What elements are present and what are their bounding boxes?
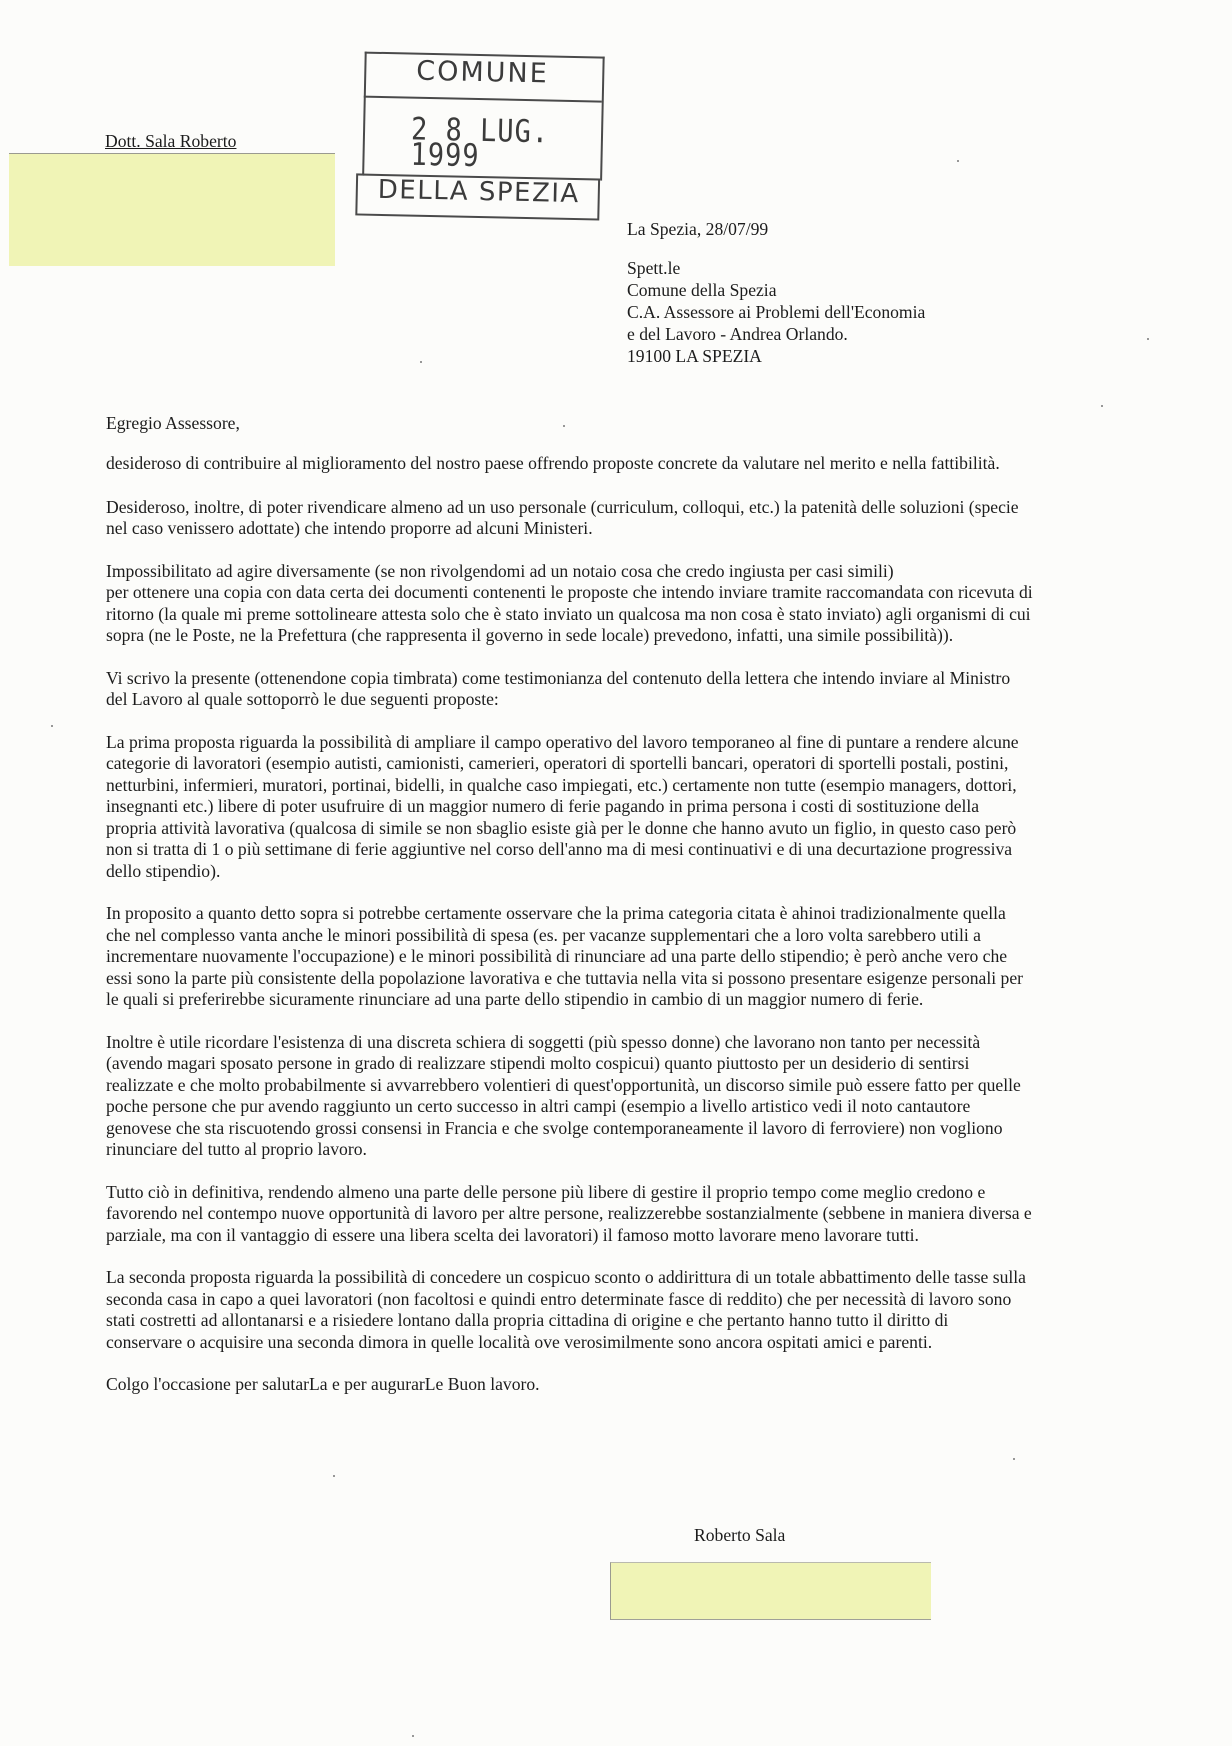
- scan-speck: [420, 361, 422, 363]
- body-line: parziale, ma con il vantaggio di essere una libera scelta dei lavoratori) il famoso motto lavorare meno lavorare tutti.: [106, 1224, 919, 1245]
- recipient-address: [627, 258, 925, 368]
- body-line: Colgo l'occasione per salutarLa e per augurarLe Buon lavoro.: [106, 1374, 540, 1394]
- body-line: incrementare nuovamente l'occupazione) e le minori possibilità di rinunciare ad una parte dello stipendio; è però anche vero che: [106, 946, 1008, 966]
- body-line: Vi scrivo la presente (ottenendone copia timbrata) come testimonianza del contenuto della lettera che intendo inviare al Ministro: [106, 667, 1011, 688]
- scan-speck: [563, 425, 565, 427]
- body-line: che nel complesso vanta anche le minori possibilità di spesa (es. per vacanze supplementari che a loro volta sarebbero utili a: [106, 924, 981, 945]
- body-line: le quali si preferirebbe sicuramente rinunciare ad una parte dello stipendio in cambio di un maggior numero di ferie.: [106, 989, 924, 1009]
- body-paragraph: [106, 453, 1126, 475]
- body-paragraph: [106, 903, 1126, 1011]
- body-line: rinunciare del tutto al proprio lavoro.: [106, 1139, 367, 1159]
- body-line: Tutto ciò in definitiva, rendendo almeno una parte delle persone più libere di gestire il proprio tempo come meglio credono e: [106, 1181, 986, 1202]
- body-line: desideroso di contribuire al miglioramento del nostro paese offrendo proposte concrete da valutare nel merito e nella fattibilità.: [106, 453, 1000, 473]
- body-line: La prima proposta riguarda la possibilità di ampliare il campo operativo del lavoro temporaneo al fine di puntare a rendere alcune: [106, 731, 1019, 752]
- body-line: ritorno (la quale mi preme sottolineare attesta solo che è stato inviato un qualcosa ma non cosa è stato inviato) agli organismi di cui: [106, 603, 1031, 624]
- salutation: Egregio Assessore,: [106, 413, 240, 433]
- body-line: essi sono la parte più consistente della popolazione lavorativa e che tuttavia nella vita si possono presentare esigenze personali per: [106, 967, 1024, 988]
- body-line: conservare o acquisire una seconda dimora in quelle località ove verosimilmente sono ancora ospitati amici e parenti.: [106, 1331, 933, 1352]
- sender-address-redaction: [9, 153, 335, 266]
- body-line: non si tratta di 1 o più settimane di ferie aggiuntive nel corso dell'anno ma di mesi continuativi e di una decurtazione progressiva: [106, 839, 1013, 859]
- recipient-line: e del Lavoro - Andrea Orlando.: [627, 324, 848, 344]
- scan-speck: [412, 1735, 414, 1737]
- recipient-line: C.A. Assessore ai Problemi dell'Economia: [627, 302, 926, 322]
- body-line: per ottenere una copia con data certa dei documenti contenenti le proposte che intendo inviare tramite raccomandata con ricevuta di: [106, 582, 1033, 602]
- body-line: nel caso venissero adottate) che intendo proporre ad alcuni Ministeri.: [106, 518, 593, 538]
- municipal-stamp: [355, 51, 602, 219]
- body-line: Desideroso, inoltre, di poter rivendicare almeno ad un uso personale (curriculum, colloqui, etc.) la patenità delle soluzioni (specie: [106, 496, 1019, 517]
- body-paragraph: [106, 1182, 1126, 1247]
- body-line: (avendo magari sposato persone in grado di realizzare stipendi molto cospicui) quanto piuttosto per un desiderio di sentirsi: [106, 1053, 970, 1073]
- body-line: categorie di lavoratori (esempio autisti, camionisti, camerieri, operatori di sportelli bancari, operatori di sportelli postali, postini,: [106, 753, 1009, 773]
- signature-redaction: [610, 1562, 931, 1620]
- recipient-line: 19100 LA SPEZIA: [627, 346, 762, 366]
- body-line: del Lavoro al quale sottoporrò le due seguenti proposte:: [106, 689, 499, 709]
- scan-speck: [51, 725, 53, 727]
- body-paragraph: [106, 1032, 1126, 1161]
- body-paragraph: [106, 732, 1126, 883]
- body-paragraph: [106, 668, 1126, 711]
- body-paragraph: [106, 561, 1126, 647]
- body-line: propria attività lavorativa (qualcosa di simile se non sbaglio esiste già per le donne che hanno avuto un figlio, in questo caso però: [106, 817, 1017, 838]
- body-paragraph: [106, 1267, 1126, 1353]
- stamp-bottom-text: DELLA SPEZIA: [377, 174, 581, 210]
- signature-name: Roberto Sala: [694, 1525, 786, 1545]
- scan-speck: [1101, 405, 1103, 407]
- scan-speck: [957, 160, 959, 162]
- body-line: seconda casa in capo a quei lavoratori (non facoltosi e quindi entro determinate fasce di reddito) che per necessità di lavoro sono: [106, 1288, 1012, 1309]
- recipient-line: Spett.le: [627, 258, 681, 278]
- body-line: La seconda proposta riguarda la possibilità di concedere un cospicuo sconto o addirittura di un totale abbattimento delle tasse sulla: [106, 1267, 1026, 1287]
- stamp-top-text: COMUNE: [416, 55, 550, 90]
- body-line: stati costretti ad allontanarsi e a risiedere lontano dalla propria cittadina di origine e che pertanto hanno tutto il diritto di: [106, 1310, 949, 1330]
- body-line: poche persone che pur avendo raggiunto un certo successo in altri campi (esempio a livello artistico vedi il noto cantautore: [106, 1096, 971, 1116]
- stamp-date: 2 8 LUG. 1999: [410, 111, 550, 174]
- scan-speck: [1147, 338, 1149, 340]
- body-line: dello stipendio).: [106, 860, 221, 881]
- scan-speck: [1013, 1458, 1015, 1460]
- body-line: Inoltre è utile ricordare l'esistenza di una discreta schiera di soggetti (più spesso donne) che lavorano non tanto per necessità: [106, 1031, 981, 1052]
- recipient-line: Comune della Spezia: [627, 280, 777, 300]
- body-line: In proposito a quanto detto sopra si potrebbe certamente osservare che la prima categoria citata è ahinoi tradizionalmente quella: [106, 903, 1006, 923]
- place-and-date: La Spezia, 28/07/99: [627, 219, 769, 239]
- body-line: sopra (ne le Poste, ne la Prefettura (che rappresenta il governo in sede locale) prevedono, infatti, una simile possibilità)).: [106, 625, 954, 645]
- letter-body: [106, 453, 1126, 1417]
- body-line: realizzate e che molto probabilmente si avvarrebbero volentieri di quest'opportunità, un discorso simile può essere fatto per quelle: [106, 1074, 1021, 1095]
- scan-speck: [333, 1475, 335, 1477]
- body-paragraph: [106, 497, 1126, 540]
- body-line: insegnanti etc.) libere di poter usufruire di un maggior numero di ferie pagando in prima persona i costi di sostituzione della: [106, 796, 980, 816]
- sender-name: Dott. Sala Roberto: [105, 131, 237, 151]
- closing-paragraph: [106, 1374, 1126, 1396]
- body-line: netturbini, infermieri, muratori, portinai, bidelli, in qualche caso impiegati, etc.) certamente non tutte (esempio managers, dottori,: [106, 774, 1017, 795]
- body-line: genovese che sta riscuotendo grossi consensi in Francia e che svolge contemporaneamente il lavoro di ferroviere) non vogliono: [106, 1117, 1003, 1138]
- body-line: favorendo nel contempo nuove opportunità di lavoro per altre persone, realizzerebbe sostanzialmente (sebbene in maniera diversa e: [106, 1203, 1032, 1223]
- body-line: Impossibilitato ad agire diversamente (se non rivolgendomi ad un notaio cosa che credo ingiusta per casi simili): [106, 560, 894, 581]
